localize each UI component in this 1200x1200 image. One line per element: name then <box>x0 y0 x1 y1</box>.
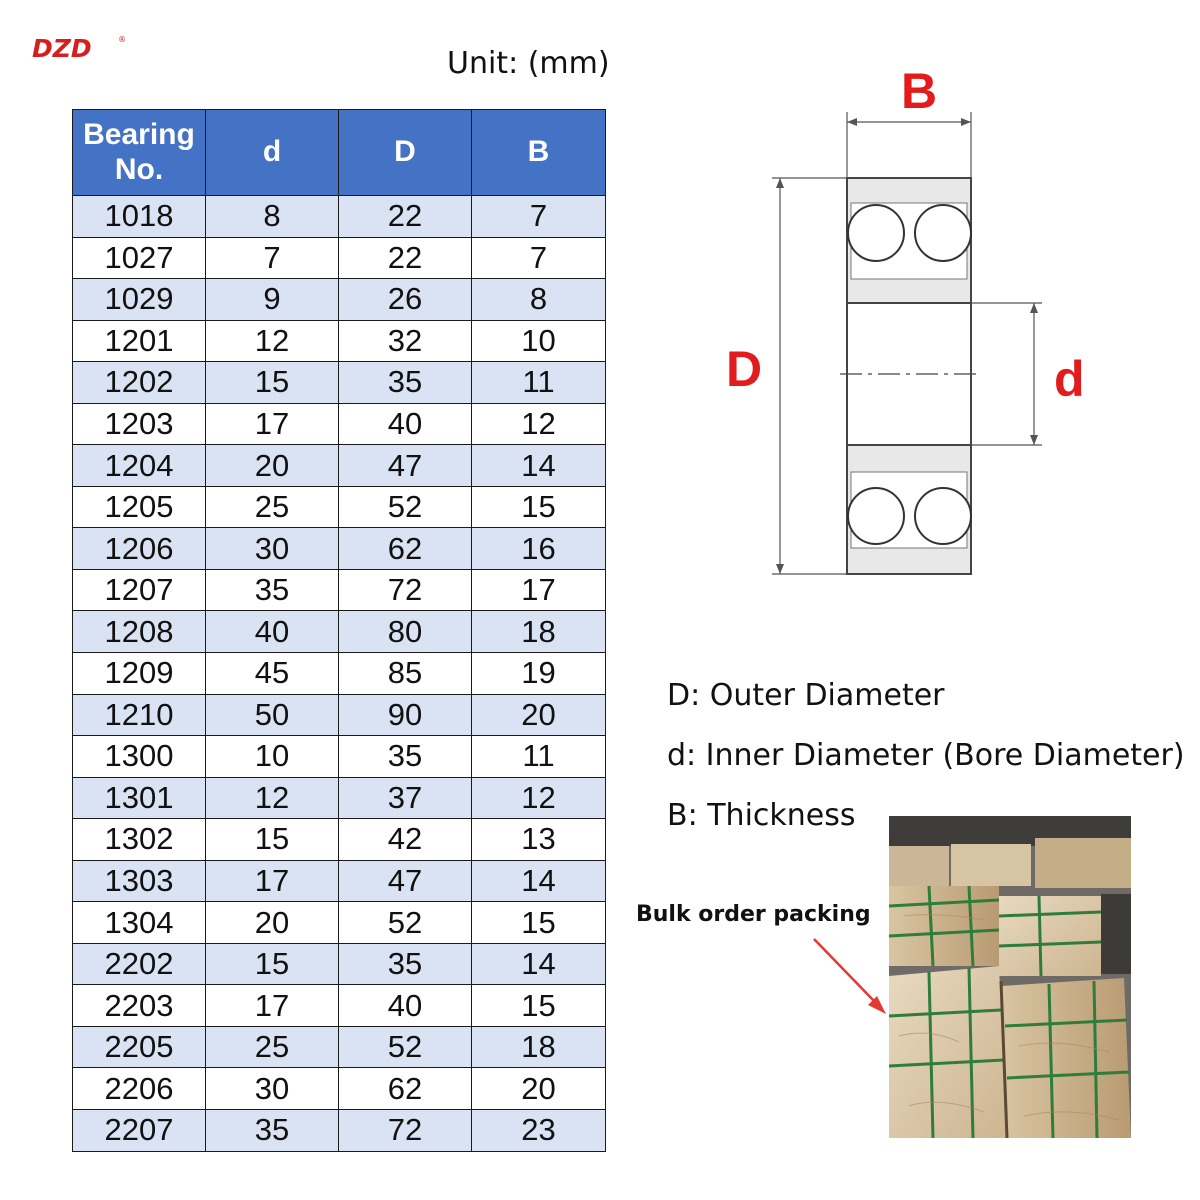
cell-bearing-no: 1208 <box>73 611 206 653</box>
cell-B: 14 <box>472 860 606 902</box>
cell-bearing-no: 1209 <box>73 653 206 695</box>
unit-label: Unit: (mm) <box>447 46 610 81</box>
cell-D: 37 <box>339 777 472 819</box>
cell-d: 9 <box>206 279 339 321</box>
cell-d: 30 <box>206 528 339 570</box>
cell-D: 52 <box>339 1026 472 1068</box>
cell-bearing-no: 1304 <box>73 902 206 944</box>
table-row <box>73 1068 606 1110</box>
cell-bearing-no: 1029 <box>73 279 206 321</box>
cell-bearing-no: 1301 <box>73 777 206 819</box>
cell-D: 26 <box>339 279 472 321</box>
cell-D: 40 <box>339 985 472 1027</box>
cell-bearing-no: 1302 <box>73 819 206 861</box>
cell-D: 62 <box>339 1068 472 1110</box>
cell-d: 50 <box>206 694 339 736</box>
cell-d: 35 <box>206 569 339 611</box>
cell-bearing-no: 1303 <box>73 860 206 902</box>
cell-B: 11 <box>472 362 606 404</box>
bearing-diagram <box>720 60 1120 590</box>
cell-B: 14 <box>472 943 606 985</box>
cell-D: 22 <box>339 196 472 238</box>
cell-d: 15 <box>206 362 339 404</box>
table-row <box>73 860 606 902</box>
cell-B: 15 <box>472 486 606 528</box>
cell-D: 40 <box>339 403 472 445</box>
cell-bearing-no: 1202 <box>73 362 206 404</box>
cell-B: 13 <box>472 819 606 861</box>
cell-d: 12 <box>206 320 339 362</box>
cell-bearing-no: 1207 <box>73 569 206 611</box>
cell-B: 12 <box>472 777 606 819</box>
table-row <box>73 237 606 279</box>
cell-d: 15 <box>206 819 339 861</box>
cell-bearing-no: 1018 <box>73 196 206 238</box>
cell-B: 11 <box>472 736 606 778</box>
cell-D: 85 <box>339 653 472 695</box>
wooden-crates-photo <box>889 816 1131 1138</box>
cell-D: 52 <box>339 902 472 944</box>
table-row <box>73 569 606 611</box>
cell-B: 8 <box>472 279 606 321</box>
cell-B: 18 <box>472 1026 606 1068</box>
cell-B: 10 <box>472 320 606 362</box>
cell-B: 17 <box>472 569 606 611</box>
logo-text: DZD <box>32 34 92 63</box>
cell-B: 20 <box>472 1068 606 1110</box>
table-row <box>73 1026 606 1068</box>
table-row <box>73 279 606 321</box>
legend-thickness: B: Thickness <box>667 798 856 833</box>
table-row <box>73 653 606 695</box>
bulk-packing-label: Bulk order packing <box>636 902 871 927</box>
cell-bearing-no: 1201 <box>73 320 206 362</box>
cell-B: 12 <box>472 403 606 445</box>
cell-D: 35 <box>339 362 472 404</box>
cell-d: 12 <box>206 777 339 819</box>
header-bearing-no <box>73 110 206 196</box>
cell-D: 22 <box>339 237 472 279</box>
table-row <box>73 819 606 861</box>
cell-bearing-no: 2207 <box>73 1110 206 1152</box>
cell-bearing-no: 1204 <box>73 445 206 487</box>
cell-B: 20 <box>472 694 606 736</box>
cell-bearing-no: 2206 <box>73 1068 206 1110</box>
table-row <box>73 1110 606 1152</box>
cell-bearing-no: 1027 <box>73 237 206 279</box>
cell-D: 47 <box>339 860 472 902</box>
cell-D: 47 <box>339 445 472 487</box>
cell-D: 42 <box>339 819 472 861</box>
cell-d: 10 <box>206 736 339 778</box>
cell-d: 20 <box>206 445 339 487</box>
cell-d: 8 <box>206 196 339 238</box>
header-bearing-line1: Bearing <box>83 118 195 151</box>
table-row <box>73 403 606 445</box>
cell-d: 17 <box>206 403 339 445</box>
table-row <box>73 611 606 653</box>
cell-B: 16 <box>472 528 606 570</box>
cell-B: 7 <box>472 196 606 238</box>
cell-bearing-no: 2205 <box>73 1026 206 1068</box>
label-B: B <box>901 63 938 119</box>
table-row <box>73 902 606 944</box>
cell-D: 32 <box>339 320 472 362</box>
cell-D: 90 <box>339 694 472 736</box>
table-header-row <box>73 110 606 196</box>
table-row <box>73 196 606 238</box>
table-row <box>73 985 606 1027</box>
cell-d: 40 <box>206 611 339 653</box>
cell-D: 72 <box>339 1110 472 1152</box>
cell-d: 35 <box>206 1110 339 1152</box>
cell-bearing-no: 1205 <box>73 486 206 528</box>
logo-registered-mark: ® <box>118 35 126 44</box>
table-row <box>73 528 606 570</box>
table-row <box>73 486 606 528</box>
table-row <box>73 736 606 778</box>
header-bearing-line2: No. <box>114 152 164 186</box>
cell-D: 35 <box>339 943 472 985</box>
table-row <box>73 943 606 985</box>
cell-bearing-no: 1206 <box>73 528 206 570</box>
cell-B: 14 <box>472 445 606 487</box>
cell-d: 17 <box>206 860 339 902</box>
table-row <box>73 320 606 362</box>
cell-d: 7 <box>206 237 339 279</box>
cell-d: 45 <box>206 653 339 695</box>
table-row <box>73 445 606 487</box>
arrow-icon <box>810 935 900 1025</box>
table-body <box>73 196 606 1152</box>
header-D: D <box>339 110 472 196</box>
cell-d: 30 <box>206 1068 339 1110</box>
cell-bearing-no: 2202 <box>73 943 206 985</box>
legend-inner-diameter: d: Inner Diameter (Bore Diameter) <box>667 738 1185 773</box>
cell-B: 18 <box>472 611 606 653</box>
cell-d: 20 <box>206 902 339 944</box>
cell-B: 15 <box>472 902 606 944</box>
cell-d: 25 <box>206 1026 339 1068</box>
cell-B: 23 <box>472 1110 606 1152</box>
cell-d: 15 <box>206 943 339 985</box>
label-D: D <box>726 341 763 397</box>
cell-d: 25 <box>206 486 339 528</box>
cell-d: 17 <box>206 985 339 1027</box>
cell-B: 15 <box>472 985 606 1027</box>
cell-bearing-no: 2203 <box>73 985 206 1027</box>
cell-D: 52 <box>339 486 472 528</box>
table-row <box>73 362 606 404</box>
cell-B: 19 <box>472 653 606 695</box>
cell-bearing-no: 1210 <box>73 694 206 736</box>
cell-D: 35 <box>339 736 472 778</box>
legend-outer-diameter: D: Outer Diameter <box>667 678 945 713</box>
cell-bearing-no: 1203 <box>73 403 206 445</box>
cell-D: 80 <box>339 611 472 653</box>
bearing-spec-table <box>72 109 606 1152</box>
label-d: d <box>1054 351 1085 407</box>
cell-bearing-no: 1300 <box>73 736 206 778</box>
header-d: d <box>206 110 339 196</box>
cell-B: 7 <box>472 237 606 279</box>
cell-D: 62 <box>339 528 472 570</box>
brand-logo <box>30 30 140 66</box>
header-B: B <box>472 110 606 196</box>
cell-D: 72 <box>339 569 472 611</box>
table-row <box>73 777 606 819</box>
table-row <box>73 694 606 736</box>
